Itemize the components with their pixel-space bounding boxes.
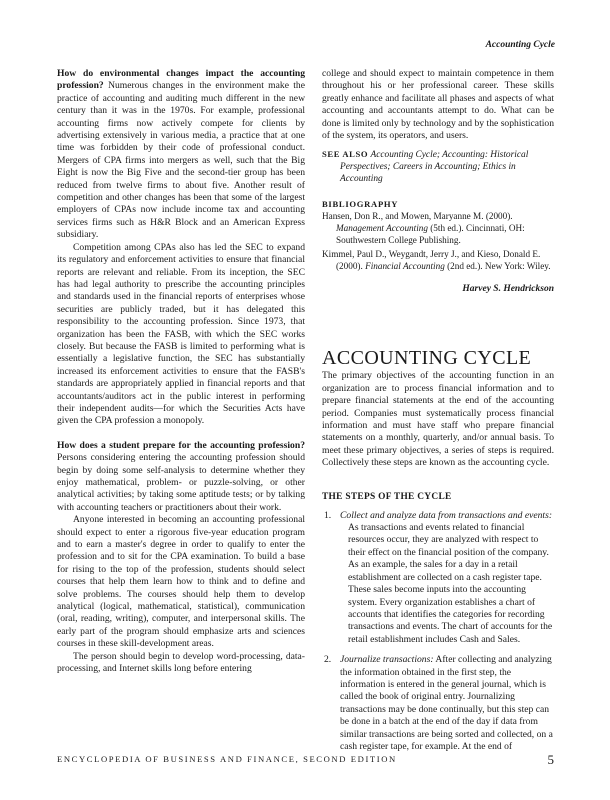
see-also <box>322 148 554 185</box>
paragraph-environmental-changes <box>57 68 305 242</box>
article-title: ACCOUNTING CYCLE <box>322 347 532 370</box>
article-author: Harvey S. Hendrickson <box>462 284 554 295</box>
paragraph-sec-regulation: Competition among CPAs also has led the SEC to expand its regulatory and enforcement activities to ensure that financial reports are relevant and reliable. From its inception, the SEC has had legal authority to prescribe the accounting principles and standards used in the financial reports of enterprises whose securities are publicly traded, but it has delegated this responsibility to the accounting profession. Since 1973, that organization has been the FASB, with which the SEC works closely. But because the FASB is limited to performing what is essentially a legislative function, the SEC has substantially increased its enforcement activities to ensure that the FASB's standards are appropriately applied in financial reports and that accountants/auditors act in the public interest in performing their independent audits—for which the Securities Acts have given the CPA profession a monopoly. <box>57 241 305 427</box>
list-item: 2. Journalize transactions: After collecting and analyzing the information obtained in the first step, the information is entered in the general journal, which is called the book of original entry. Journalizing transactions may be done continually, but this step can be done in a batch at the end of the day if data from similar transactions are being sorted and collected, on a cash register tape, for example. At the end of <box>324 654 553 752</box>
paragraph-student-prep <box>57 440 305 514</box>
left-column <box>57 68 305 676</box>
see-also-label: SEE ALSO <box>322 149 369 160</box>
paragraph-continuation: college and should expect to maintain competence in them throughout his or her professional career. These skills greatly enhance and facilitate all phases and aspects of what accounting and accountants attempt to do. What can be done is limited only by technology and by the sophistication of the system, its operators, and users. <box>322 68 554 142</box>
bibliography-heading: BIBLIOGRAPHY <box>322 199 399 210</box>
bibliography-entry: Kimmel, Paul D., Weygandt, Jerry J., and Kieso, Donald E. (2000). Financial Accounting (2nd ed.). New York: Wiley. <box>322 248 551 271</box>
paragraph-skills: The person should begin to develop word-processing, data-processing, and Internet skills long before entering <box>57 650 305 675</box>
paragraph-text: Persons considering entering the accounting profession should begin by doing some self-analysis to determine whether they enjoy mathematical, problem- or puzzle-solving, or other analytical activities; by taking some aptitude tests; or by talking with accounting teachers or practitioners about their work. <box>57 452 305 513</box>
paragraph-education-program: Anyone interested in becoming an accounting professional should expect to enter a rigorous five-year education program and to earn a master's degree in order to qualify to enter the profession and to sit for the CPA examination. To build a base for rising to the top of the profession, students should select courses that help them learn how to think and to define and solve problems. The courses should help them to develop analytical (logical, mathematical, statistical), communication (oral, reading, writing), computer, and interpersonal skills. The early part of the program should emphasize arts and sciences courses in these skill-development areas. <box>57 514 305 650</box>
section-heading: THE STEPS OF THE CYCLE <box>322 491 452 502</box>
right-column <box>322 68 554 761</box>
footer-book-title: ENCYCLOPEDIA OF BUSINESS AND FINANCE, SECOND EDITION <box>57 754 397 764</box>
see-also-links: Accounting Cycle; Accounting: Historical Perspectives; Careers in Accounting; Ethics in Accounting <box>340 150 529 185</box>
question-heading: How do environmental changes impact the accounting profession? <box>57 68 305 92</box>
steps-list <box>322 510 554 754</box>
list-item: 1. Collect and analyze data from transactions and events: As transactions and events related to financial resources occur, they are analyzed with respect to their effect on the financial position of the company. As an example, the sales for a day in a retail establishment are collected on a cash register tape. These sales become inputs into the accounting system. Every organization establishes a chart of accounts that identifies the categories for recording transactions and events. The chart of accounts for the retail establishment includes Cash and Sales. <box>324 509 553 645</box>
page-number: 5 <box>547 752 554 767</box>
paragraph-text: Numerous changes in the environment make the practice of accounting and auditing much different in the new century than it was in the 1970s. For example, professional accounting firms now actively compete for clients by advertising extensively in various media, a practice that at one time was forbidden by their code of professional conduct. Mergers of CPA firms into mergers as well, such that the Big Eight is now the Big Five and the second-tier group has been reduced from twelve firms to about five. Another result of competition and other changes has been that some of the largest employers of CPAs now include income tax and accounting services firms such as H&R Block and an American Express subsidiary. <box>57 80 305 241</box>
bibliography-entry: Hansen, Don R., and Mowen, Maryanne M. (2000). Management Accounting (5th ed.). Cincinnati, OH: Southwestern College Publishing. <box>322 211 525 246</box>
question-heading: How does a student prepare for the accounting profession? <box>57 439 305 451</box>
running-head: Accounting Cycle <box>485 40 555 50</box>
paragraph-intro: The primary objectives of the accounting function in an organization are to process financial information and to prepare financial statements at the end of the accounting period. Companies must systematically process financial information and must have staff who prepare financial statements on a monthly, quarterly, and/or annual basis. To meet these primary objectives, a series of steps is required. Collectively these steps are known as the accounting cycle. <box>322 370 554 469</box>
